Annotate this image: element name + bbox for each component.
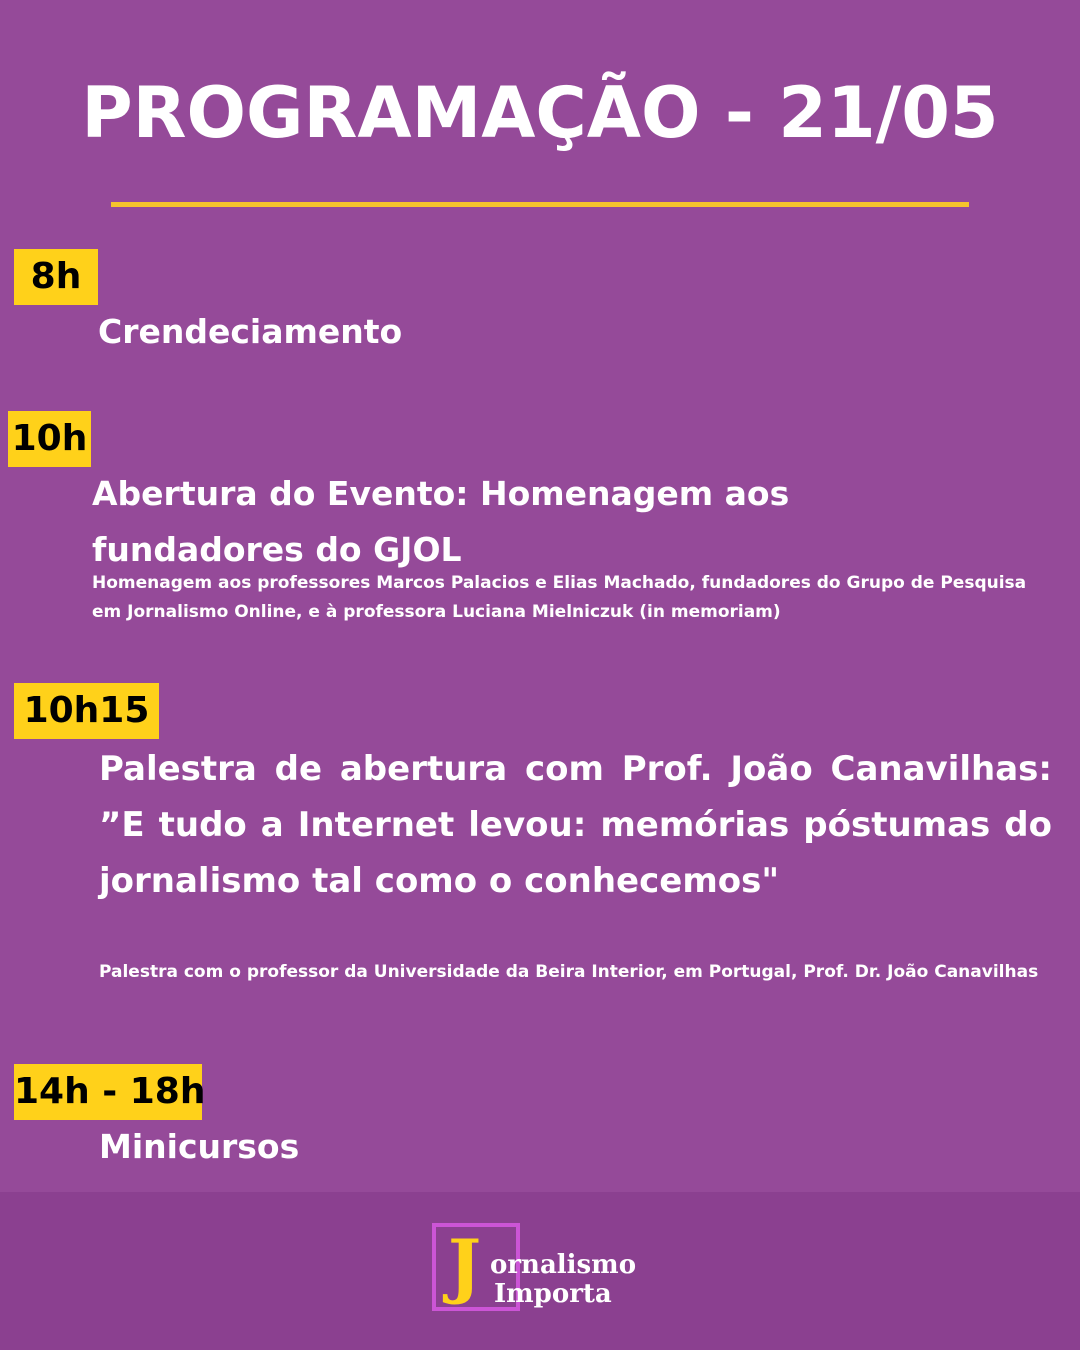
event-title-minicursos: Minicursos — [99, 1127, 300, 1166]
title-divider — [111, 202, 969, 207]
event-title-abertura-line2: fundadores do GJOL — [92, 530, 462, 569]
time-badge-10h15: 10h15 — [14, 683, 159, 739]
event-description-abertura: Homenagem aos professores Marcos Palacios e Elias Machado, fundadores do Grupo de Pesquisa em Jornalismo Online, e à professora Luciana Mielniczuk (in memoriam) — [92, 573, 1027, 622]
time-badge-14h-18h: 14h - 18h — [14, 1064, 202, 1120]
logo-letter: J — [448, 1224, 482, 1307]
time-badge-10h: 10h — [8, 411, 91, 467]
event-title-abertura-line1: Abertura do Evento: Homenagem aos — [92, 474, 790, 513]
logo-text-line1: ornalismo — [490, 1250, 637, 1280]
logo-text-line2: Importa — [494, 1279, 612, 1309]
time-badge-8h: 8h — [14, 249, 98, 305]
event-title-palestra: Palestra de abertura com Prof. João Canavilhas: ”E tudo a Internet levou: memórias póstumas do jornalismo tal como o conhecemos" — [99, 749, 1052, 901]
event-description-palestra: Palestra com o professor da Universidade da Beira Interior, em Portugal, Prof. Dr. João Canavilhas — [99, 962, 1039, 982]
event-title-credenciamento: Crendeciamento — [98, 312, 403, 351]
page-title: PROGRAMAÇÃO - 21/05 — [81, 72, 999, 154]
